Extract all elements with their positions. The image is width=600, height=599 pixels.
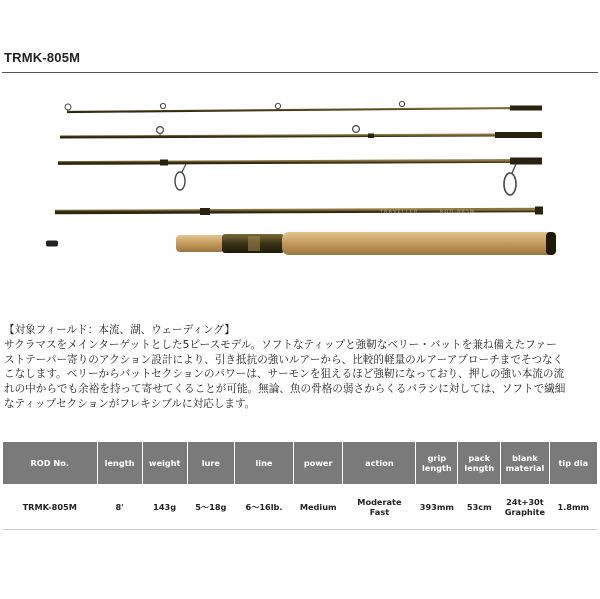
col-header-rod-no: ROD No. — [3, 442, 98, 485]
description-line: なティップセクションがフレキシブルに対応します。 — [4, 397, 256, 410]
cell-tip-dia: 1.8mm — [549, 485, 597, 530]
rod-piece-1 — [65, 101, 542, 112]
cell-power: Medium — [294, 485, 343, 530]
cell-length: 8' — [97, 485, 142, 530]
rod-piece-5 — [46, 232, 556, 255]
header-text: blank — [512, 453, 538, 463]
rod-piece-2 — [60, 126, 542, 138]
header-text: pack — [468, 453, 491, 463]
cell-grip-length: 393mm — [416, 485, 458, 530]
description-line: サクラマスをメインターゲットとした5ピースモデル。ソフトなティップと強靭なベリー・バットを兼ね備えたファー — [4, 338, 557, 351]
cell-weight: 143g — [142, 485, 187, 530]
cell-lure: 5～18g — [187, 485, 234, 530]
header-text: material — [505, 463, 545, 473]
cell-pack-length: 53cm — [458, 485, 501, 530]
spec-table — [2, 441, 598, 530]
header-text: length — [421, 463, 452, 473]
title-divider — [2, 72, 598, 73]
cell-line: 6～16lb. — [234, 485, 293, 530]
cell-text: Fast — [369, 507, 390, 517]
col-header-line: line — [234, 442, 293, 485]
col-header-lure: lure — [187, 442, 234, 485]
col-header-pack-length — [458, 442, 501, 485]
description-line: れの中からでも余裕を持って寄せてくることが可能。無論、魚の骨格の弱さからくるバラシに対しては、ソフトで繊細 — [4, 383, 566, 396]
header-text: grip — [427, 453, 447, 463]
table-row — [3, 485, 598, 530]
col-header-weight: weight — [142, 442, 187, 485]
cell-text: 24t+30t — [506, 496, 544, 507]
description-line: こなします。ベリーからバットセクションのパワーは、サーモンを狙えるほど強靭になっており、押しの強い本流の流 — [4, 368, 565, 381]
cell-blank-material — [501, 485, 549, 530]
fishing-rod-5-piece-icon — [0, 80, 600, 280]
col-header-action: action — [343, 442, 416, 485]
spec-header-row — [3, 442, 598, 485]
rod-piece-3 — [58, 158, 542, 196]
col-header-tip-dia: tip dia — [549, 442, 597, 485]
description-heading: 【対象フィールド：本流、湖、ウェーディング】 — [4, 324, 235, 336]
product-description — [4, 323, 598, 412]
col-header-grip-length — [416, 442, 458, 485]
svg-text:R O D · 8 0 5 M: R O D · 8 0 5 M — [440, 210, 475, 215]
col-header-power: power — [294, 442, 343, 485]
cell-action — [343, 485, 416, 530]
svg-text:T R A V E L L E R: T R A V E L L E R — [380, 210, 418, 215]
col-header-length: length — [97, 442, 142, 485]
rod-piece-4 — [55, 207, 543, 216]
cell-text: Moderate — [357, 496, 402, 507]
col-header-blank-material — [501, 442, 549, 485]
cell-text: Graphite — [504, 507, 546, 517]
description-line: ストテーパー寄りのアクション設計により、引き抵抗の強いルアーから、比較的軽量のルアーアプローチまでそつなく — [4, 353, 564, 366]
product-title: TRMK-805M — [4, 50, 81, 65]
cell-rod-no: TRMK-805M — [3, 485, 98, 530]
header-text: length — [464, 463, 495, 473]
